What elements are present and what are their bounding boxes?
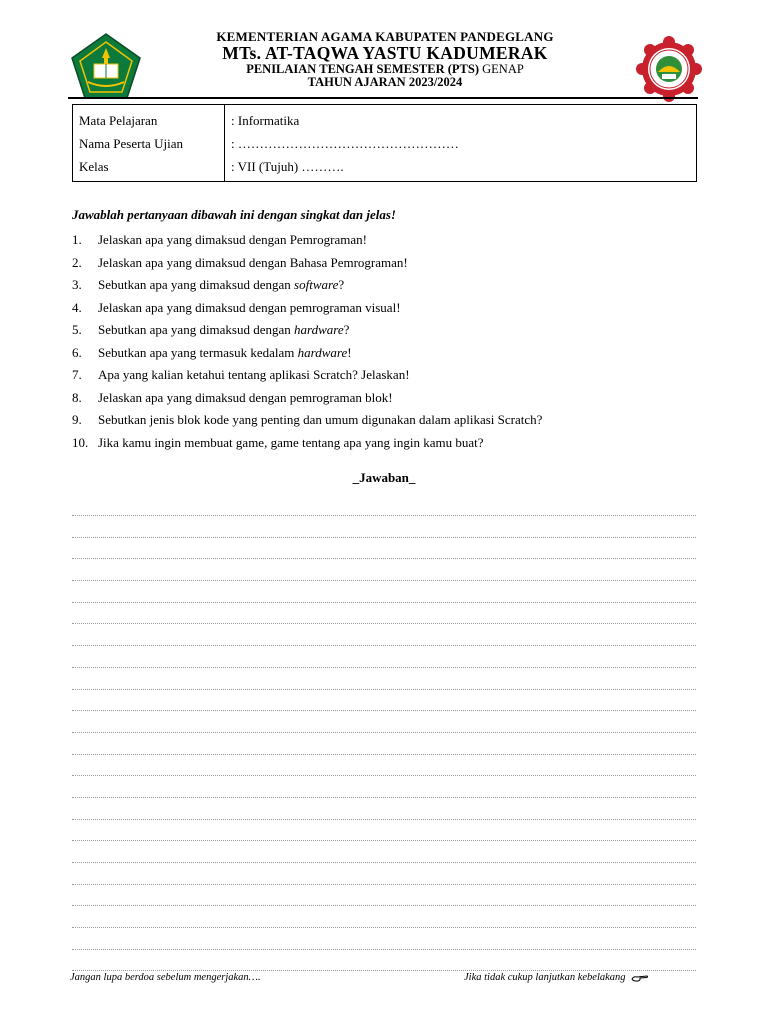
answer-line[interactable]	[72, 516, 696, 538]
question-number: 4.	[72, 299, 82, 315]
answer-heading: _Jawaban_	[352, 470, 416, 485]
exam-title-term: GENAP	[482, 62, 524, 76]
answer-line[interactable]	[72, 928, 696, 950]
subject-label: Mata Pelajaran	[73, 105, 225, 136]
instruction-text: Jawablah pertanyaan dibawah ini dengan singkat dan jelas!	[72, 207, 396, 222]
answer-line[interactable]	[72, 581, 696, 603]
ministry-name: KEMENTERIAN AGAMA KABUPATEN PANDEGLANG	[216, 29, 554, 44]
answer-line[interactable]	[72, 538, 696, 560]
answer-line[interactable]	[72, 776, 696, 798]
question-item	[72, 412, 697, 435]
letterhead-text	[60, 30, 710, 89]
answer-line[interactable]	[72, 950, 696, 972]
question-number: 9.	[72, 412, 82, 427]
question-text: Jelaskan apa yang dimaksud dengan Pemrograman!	[98, 232, 367, 247]
answer-line[interactable]	[72, 798, 696, 820]
footer-continue-note	[464, 972, 649, 983]
question-text: Sebutkan jenis blok kode yang penting dan umum digunakan dalam aplikasi Scratch?	[98, 412, 543, 427]
header-divider	[68, 97, 698, 99]
answer-line[interactable]	[72, 906, 696, 928]
answer-lines[interactable]	[72, 515, 696, 971]
pointing-hand-icon	[631, 973, 649, 983]
question-item	[72, 277, 697, 300]
student-name-value: : ……………………………………………	[231, 135, 459, 151]
question-number: 1.	[72, 232, 82, 247]
question-term: hardware	[294, 322, 344, 337]
question-text: Sebutkan apa yang termasuk kedalam	[98, 344, 298, 360]
question-punct: ?	[343, 322, 350, 337]
question-term: hardware	[297, 344, 348, 360]
question-text: Jelaskan apa yang dimaksud dengan Bahasa Pemrograman!	[98, 254, 408, 270]
exam-info-table	[72, 104, 697, 182]
question-number: 10.	[72, 434, 89, 450]
answer-line[interactable]	[72, 733, 696, 755]
question-term: software	[294, 277, 339, 292]
info-row	[73, 159, 697, 182]
question-text: Sebutkan apa yang dimaksud dengan	[98, 322, 295, 337]
answer-line[interactable]	[72, 690, 696, 712]
question-text: Jelaskan apa yang dimaksud dengan pemrograman blok!	[98, 389, 393, 405]
question-number: 2.	[72, 254, 82, 270]
question-number: 5.	[72, 322, 82, 337]
question-number: 8.	[72, 389, 82, 405]
question-number: 6.	[72, 344, 82, 360]
question-item	[72, 390, 697, 413]
question-item	[72, 232, 697, 255]
question-text: Jelaskan apa yang dimaksud dengan pemrograman visual!	[98, 299, 401, 315]
question-item	[72, 367, 697, 390]
student-name-label: Nama Peserta Ujian	[73, 136, 225, 159]
question-punct: ?	[338, 277, 345, 292]
class-value: : VII (Tujuh) ……….	[231, 158, 344, 174]
question-text: Apa yang kalian ketahui tentang aplikasi Scratch? Jelaskan!	[98, 367, 410, 382]
info-row	[73, 105, 697, 136]
answer-line[interactable]	[72, 646, 696, 668]
answer-line[interactable]	[72, 863, 696, 885]
subject-value: : Informatika	[231, 113, 300, 128]
question-number: 7.	[72, 367, 82, 382]
question-item	[72, 300, 697, 323]
answer-line[interactable]	[72, 624, 696, 646]
question-list	[72, 232, 697, 457]
answer-line[interactable]	[72, 820, 696, 842]
question-number: 3.	[72, 277, 82, 292]
question-text: Sebutkan apa yang dimaksud dengan	[98, 277, 295, 292]
question-item	[72, 435, 697, 458]
answer-line[interactable]	[72, 885, 696, 907]
question-text: Jika kamu ingin membuat game, game tentang apa yang ingin kamu buat?	[98, 434, 484, 450]
question-item	[72, 345, 697, 368]
info-row	[73, 136, 697, 159]
footer-continue-text: Jika tidak cukup lanjutkan kebelakang	[464, 972, 626, 983]
answer-line[interactable]	[72, 559, 696, 581]
question-punct: !	[347, 344, 352, 360]
class-label: Kelas	[73, 159, 225, 182]
school-seal-icon	[636, 36, 702, 102]
answer-line[interactable]	[72, 841, 696, 863]
question-item	[72, 255, 697, 278]
academic-year: TAHUN AJARAN 2023/2024	[307, 75, 463, 89]
answer-line[interactable]	[72, 668, 696, 690]
answer-line[interactable]	[72, 603, 696, 625]
answer-line[interactable]	[72, 711, 696, 733]
question-item	[72, 322, 697, 345]
letterhead	[60, 28, 710, 98]
school-name: MTs. AT-TAQWA YASTU KADUMERAK	[222, 43, 548, 63]
footer-reminder: Jangan lupa berdoa sebelum mengerjakan….	[70, 972, 261, 983]
exam-title-bold: PENILAIAN TENGAH SEMESTER (PTS)	[246, 62, 479, 76]
answer-line[interactable]	[72, 755, 696, 777]
